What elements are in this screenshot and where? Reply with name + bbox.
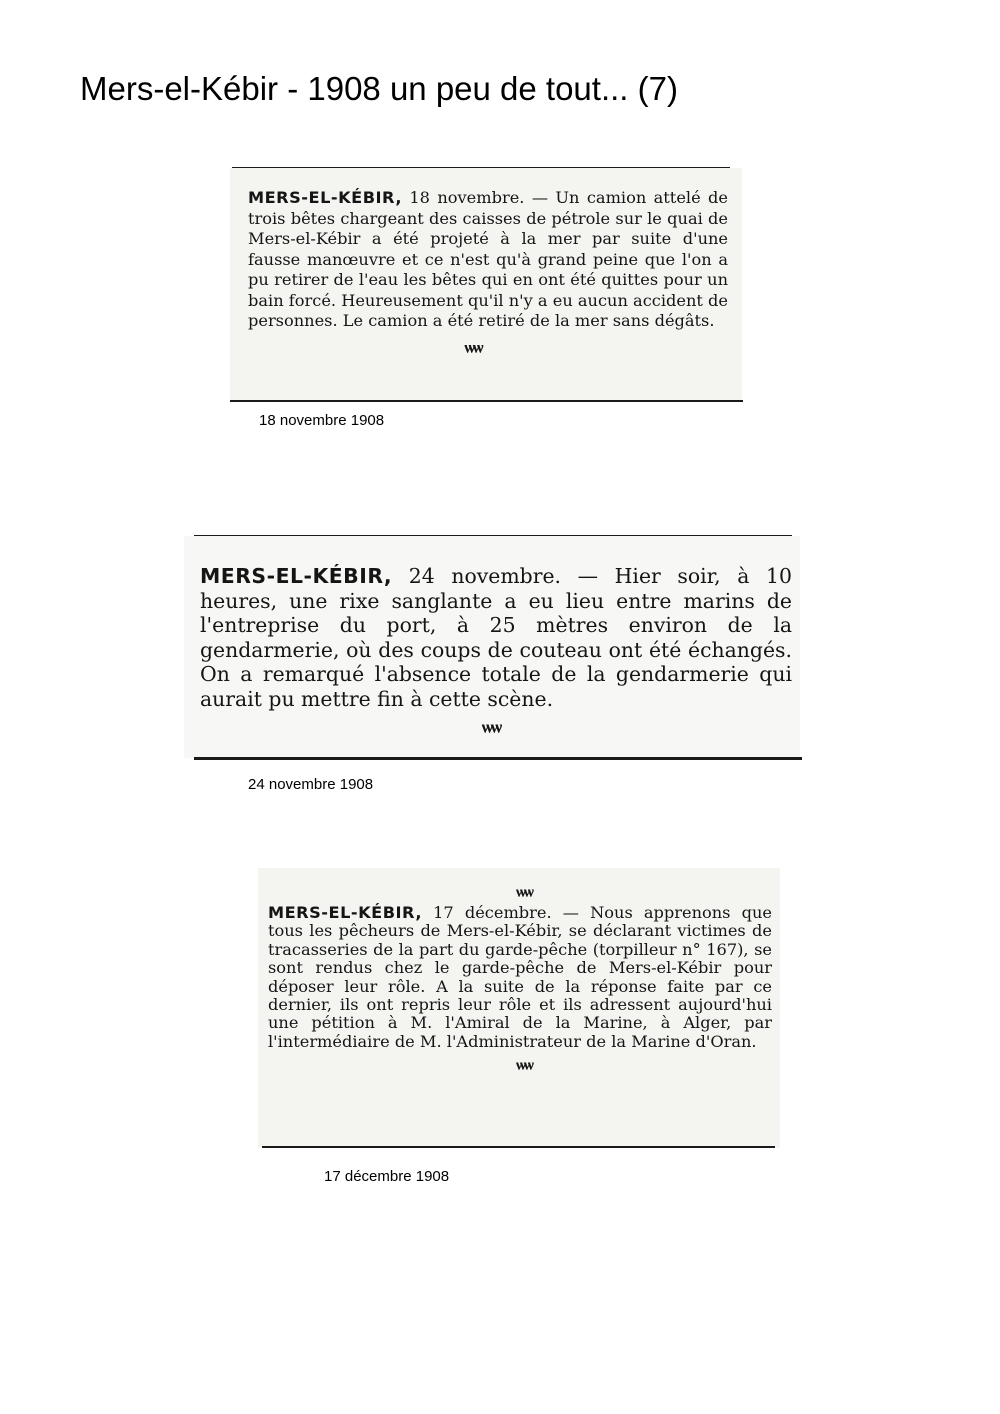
clipping-2-heading: MERS-EL-KÉBIR,	[200, 564, 393, 588]
clipping-2-bottom-rule	[194, 757, 802, 760]
clipping-3-heading: MERS-EL-KÉBIR,	[268, 903, 422, 922]
clipping-3-body: 17 décembre. — Nous apprenons que tous les pêcheurs de Mers-el-Kébir, se déclarant victimes de tracasseries de la part du garde-pêche (torpilleur n° 167), se sont rendus chez le garde-pêche de Mers-el-Kébir pour déposer leur rôle. A la suite de la réponse faite par ce dernier, ils ont repris leur rôle et ils adressent aujourd'hui une pétition à M. l'Amiral de la Marine, à Alger, par l'intermédiaire de M. l'Administrateur de la Marine d'Oran.	[268, 903, 772, 1051]
clipping-3-ornament: ѡѡ	[516, 1055, 532, 1075]
clipping-3-text	[268, 904, 772, 1051]
clipping-3-top-ornament: ѡѡ	[516, 882, 532, 901]
clipping-1-text	[248, 188, 728, 332]
clipping-1-bottom-rule	[230, 400, 743, 402]
clipping-1-body: 18 novembre. — Un camion attelé de trois bêtes chargeant des caisses de pétrole sur le quai de Mers-el-Kébir a été projeté à la mer par suite d'une fausse manœuvre et ce n'est qu'à grand peine que l'on a pu retirer de l'eau les bêtes qui en ont été quittes pour un bain forcé. Heureusement qu'il n'y a eu aucun accident de personnes. Le camion a été retiré de la mer sans dégâts.	[248, 188, 728, 330]
clipping-1-caption: 18 novembre 1908	[259, 412, 385, 429]
clipping-2	[184, 536, 800, 758]
clipping-1-heading: MERS-EL-KÉBIR,	[248, 188, 402, 207]
clipping-1	[230, 168, 742, 402]
clipping-3-caption: 17 décembre 1908	[324, 1168, 450, 1185]
page-title: Mers-el-Kébir - 1908 un peu de tout... (7)	[80, 70, 678, 107]
clipping-2-body: 24 novembre. — Hier soir, à 10 heures, une rixe sanglante a eu lieu entre marins de l'entreprise du port, à 25 mètres environ de la gendarmerie, où des coups de couteau ont été échangés. On a remarqué l'absence totale de la gendarmerie qui aurait pu mettre fin à cette scène.	[200, 564, 792, 711]
clipping-2-text	[200, 564, 792, 712]
clipping-3	[258, 868, 780, 1148]
clipping-2-caption: 24 novembre 1908	[248, 776, 374, 793]
clipping-2-ornament: ѡѡ	[481, 716, 501, 738]
clipping-1-ornament: ѡѡ	[464, 337, 482, 358]
clipping-3-bottom-rule	[262, 1146, 775, 1148]
